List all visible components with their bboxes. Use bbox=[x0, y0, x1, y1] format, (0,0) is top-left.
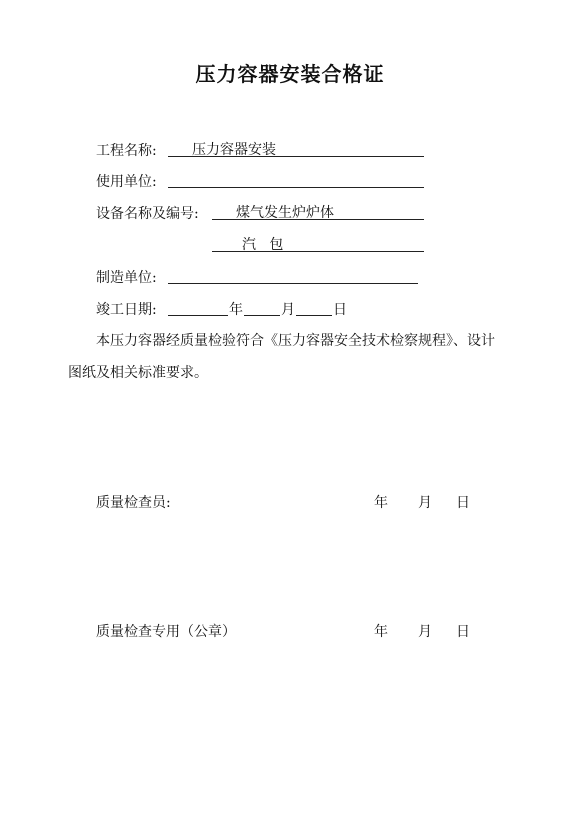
equipment-value-2: 汽 包 bbox=[242, 237, 284, 253]
user-unit-label: 使用单位: bbox=[96, 174, 157, 190]
inspector-year-char: 年 bbox=[374, 495, 388, 511]
project-name-label: 工程名称: bbox=[96, 143, 157, 159]
manufacturer-underline bbox=[168, 283, 418, 284]
seal-year-char: 年 bbox=[374, 624, 388, 640]
completion-month-underline bbox=[244, 315, 280, 316]
seal-month-char: 月 bbox=[418, 624, 432, 640]
completion-date-label: 竣工日期: bbox=[96, 302, 157, 318]
equipment-value-1: 煤气发生炉炉体 bbox=[236, 205, 334, 221]
document-title: 压力容器安装合格证 bbox=[195, 62, 385, 86]
completion-day-char: 日 bbox=[333, 302, 347, 318]
user-unit-underline bbox=[168, 187, 424, 188]
completion-year-char: 年 bbox=[229, 302, 243, 318]
project-name-value: 压力容器安装 bbox=[192, 142, 276, 158]
seal-label: 质量检查专用（公章） bbox=[96, 624, 236, 640]
manufacturer-label: 制造单位: bbox=[96, 270, 157, 286]
inspector-day-char: 日 bbox=[456, 495, 470, 511]
seal-day-char: 日 bbox=[456, 624, 470, 640]
statement-line-2: 图纸及相关标准要求。 bbox=[68, 365, 208, 381]
inspector-month-char: 月 bbox=[418, 495, 432, 511]
completion-day-underline bbox=[296, 315, 332, 316]
inspector-label: 质量检查员: bbox=[96, 495, 171, 511]
completion-month-char: 月 bbox=[281, 302, 295, 318]
statement-line-1: 本压力容器经质量检验符合《压力容器安全技术检察规程》、设计 bbox=[96, 333, 495, 349]
completion-year-underline bbox=[168, 315, 228, 316]
equipment-label: 设备名称及编号: bbox=[96, 206, 199, 222]
